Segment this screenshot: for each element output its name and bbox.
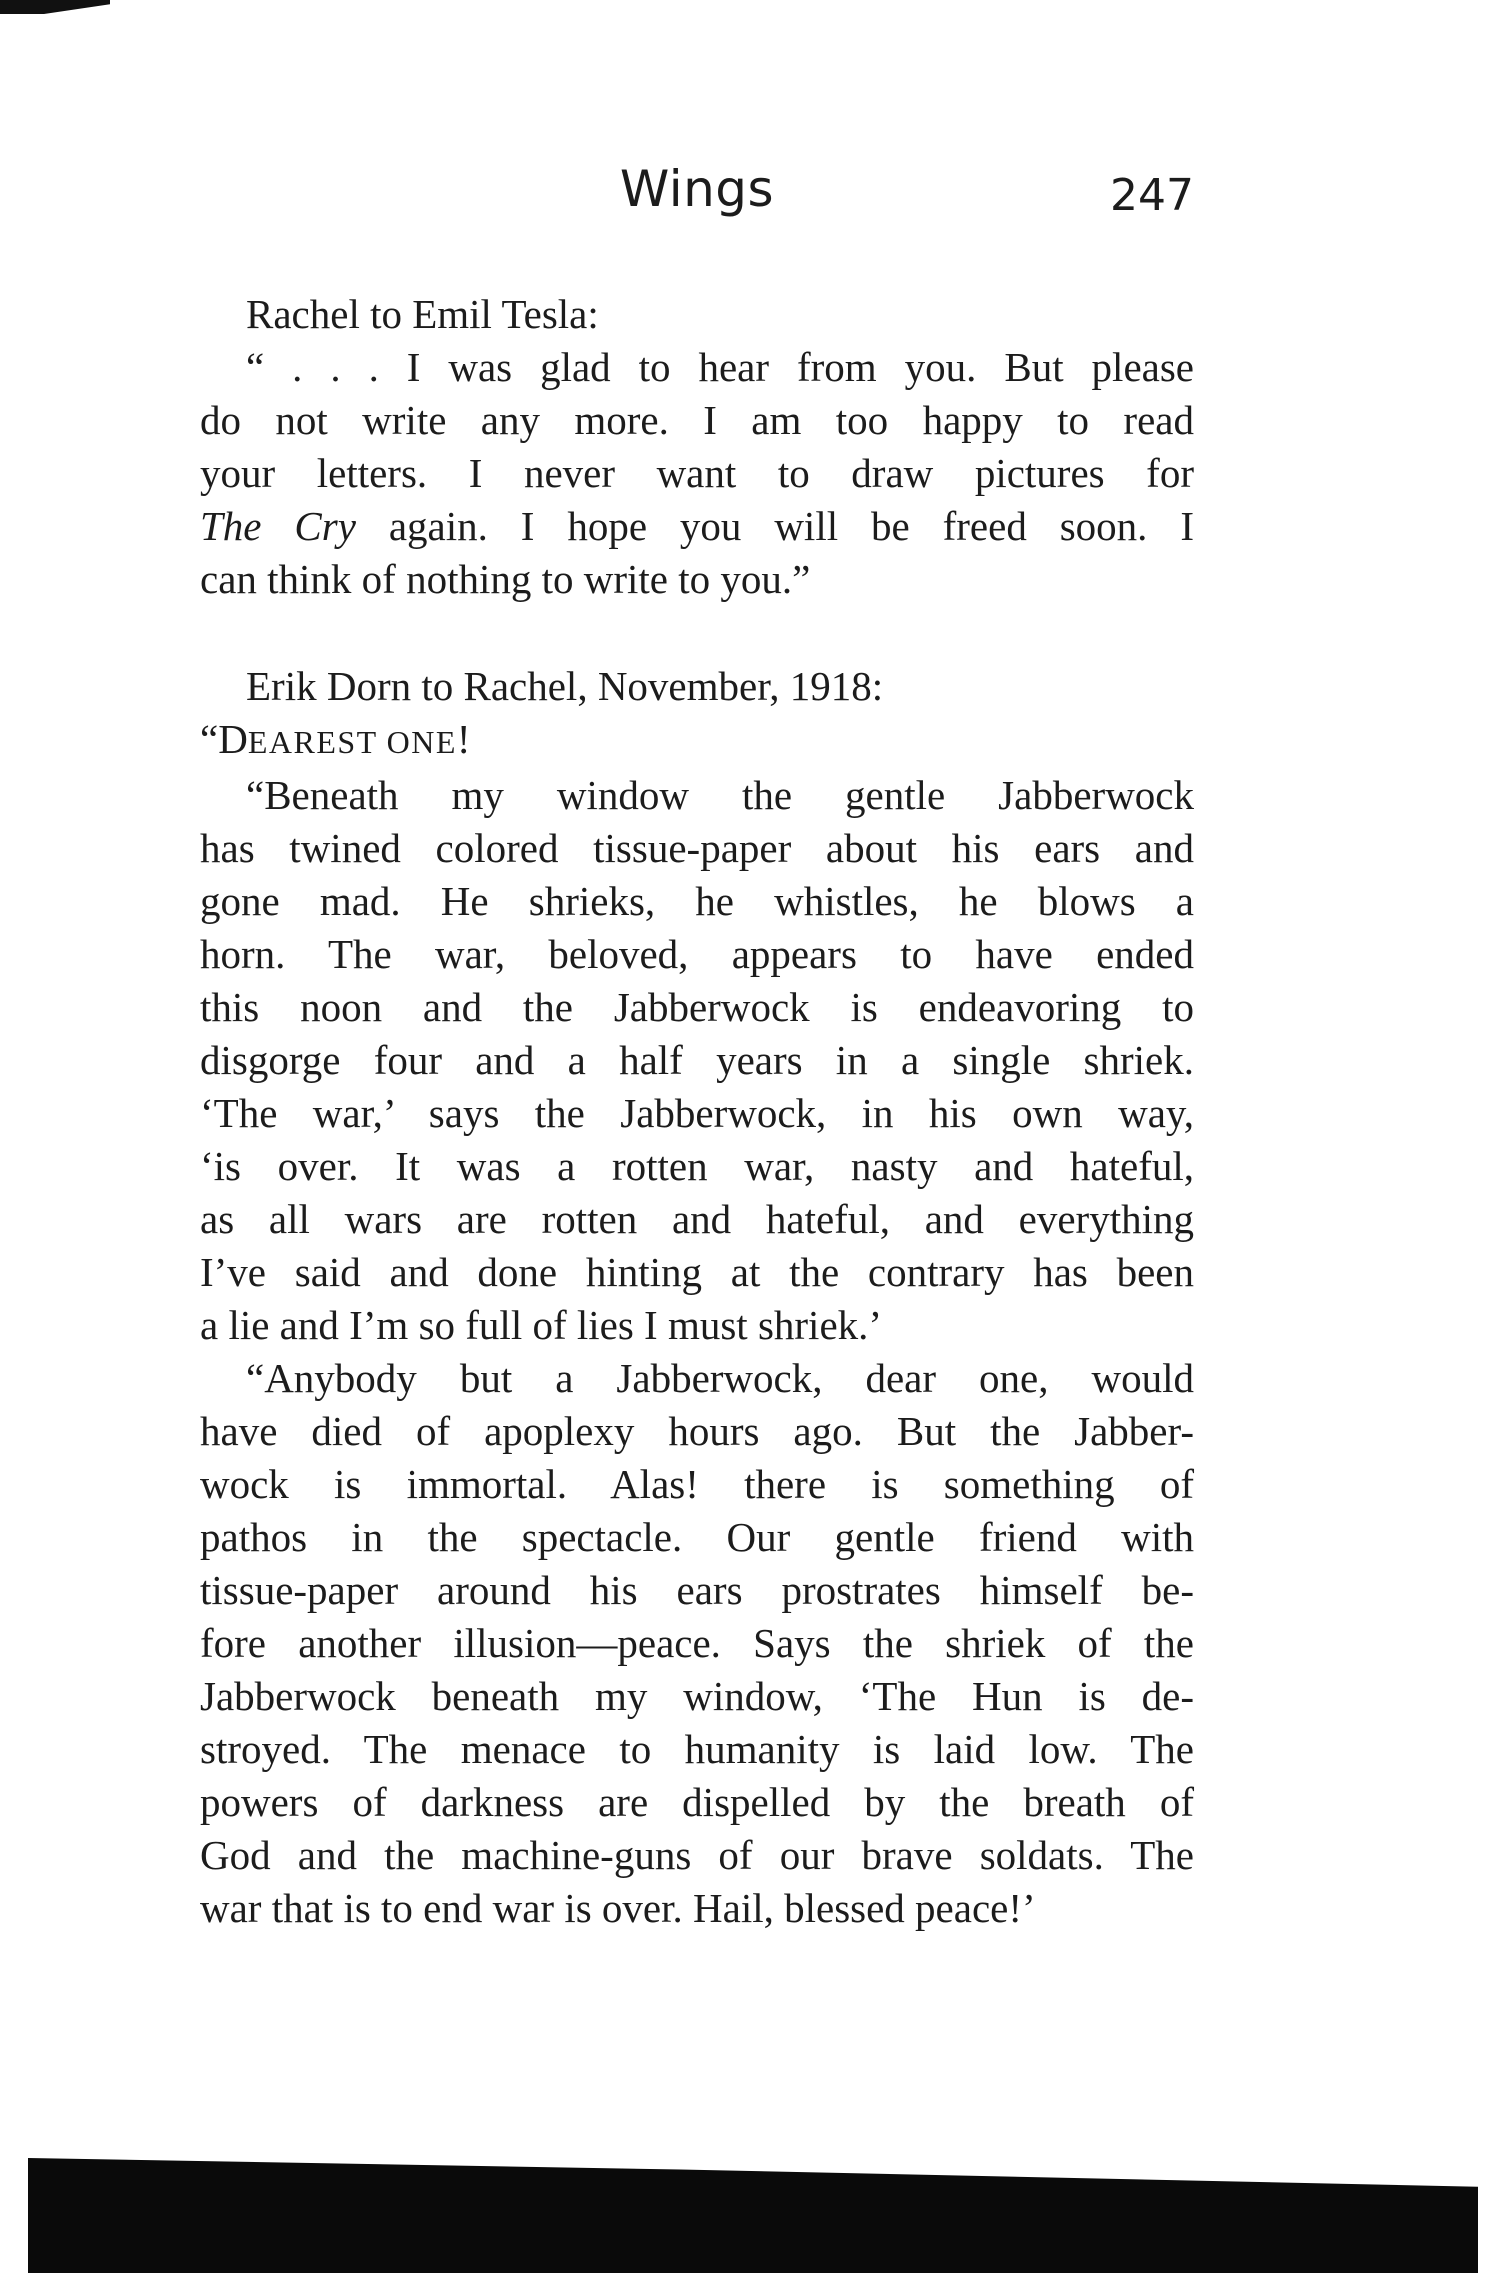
text-line: fore another illusion—peace. Says the shriek of the — [200, 1620, 1194, 1666]
text-line: as all wars are rotten and hateful, and everything — [200, 1196, 1194, 1242]
text-line: Jabberwock beneath my window, ‘The Hun is de- — [200, 1673, 1194, 1719]
text-line: stroyed. The menace to humanity is laid low. The — [200, 1726, 1194, 1772]
text-line: your letters. I never want to draw pictures for — [200, 450, 1194, 496]
text-line: this noon and the Jabberwock is endeavoring to — [200, 984, 1194, 1030]
text-line: can think of nothing to write to you.” — [200, 556, 811, 602]
running-title: Wings — [619, 160, 775, 218]
text-line: pathos in the spectacle. Our gentle friend with — [200, 1514, 1194, 1560]
text-line: has twined colored tissue-paper about his ears and — [200, 825, 1194, 871]
letter-heading-erik: Erik Dorn to Rachel, November, 1918: — [246, 663, 884, 709]
periodical-title: The Cry — [200, 503, 356, 549]
letter-heading-rachel: Rachel to Emil Tesla: — [246, 291, 599, 337]
text-line: do not write any more. I am too happy to read — [200, 397, 1194, 443]
text-line: “ . . . I was glad to hear from you. But please — [246, 344, 1194, 390]
salutation-close: ! — [456, 716, 471, 762]
text-line: ‘The war,’ says the Jabberwock, in his own way, — [200, 1090, 1194, 1136]
page-text — [200, 288, 1194, 1935]
text-line: disgorge four and a half years in a single shriek. — [200, 1037, 1194, 1083]
text-line: wock is immortal. Alas! there is something of — [200, 1461, 1194, 1507]
text-line: powers of darkness are dispelled by the breath of — [200, 1779, 1194, 1825]
text-line: gone mad. He shrieks, he whistles, he blows a — [200, 878, 1194, 924]
scan-corner-mark — [0, 0, 110, 14]
text-line: “Anybody but a Jabberwock, dear one, would — [246, 1355, 1194, 1401]
text-line: ‘is over. It was a rotten war, nasty and hateful, — [200, 1143, 1194, 1189]
text-fragment: again. I hope you will be freed soon. I — [355, 503, 1194, 549]
salutation-caps: EAREST ONE — [247, 724, 457, 760]
text-line: have died of apoplexy hours ago. But the Jabber- — [200, 1408, 1194, 1454]
text-line: a lie and I’m so full of lies I must shriek.’ — [200, 1302, 883, 1348]
text-line: horn. The war, beloved, appears to have ended — [200, 931, 1194, 977]
salutation — [200, 713, 1194, 769]
section-gap — [200, 606, 1194, 660]
text-line: God and the machine-guns of our brave soldats. The — [200, 1832, 1194, 1878]
text-line: tissue-paper around his ears prostrates himself be- — [200, 1567, 1194, 1613]
text-line: I’ve said and done hinting at the contrary has been — [200, 1249, 1194, 1295]
salutation-open: “D — [200, 716, 248, 762]
running-head — [200, 160, 1194, 240]
page-number: 247 — [1110, 170, 1194, 221]
scan-bottom-edge — [28, 2158, 1478, 2273]
text-line — [200, 500, 1194, 553]
text-line: war that is to end war is over. Hail, blessed peace!’ — [200, 1885, 1036, 1931]
text-line: “Beneath my window the gentle Jabberwock — [246, 772, 1194, 818]
